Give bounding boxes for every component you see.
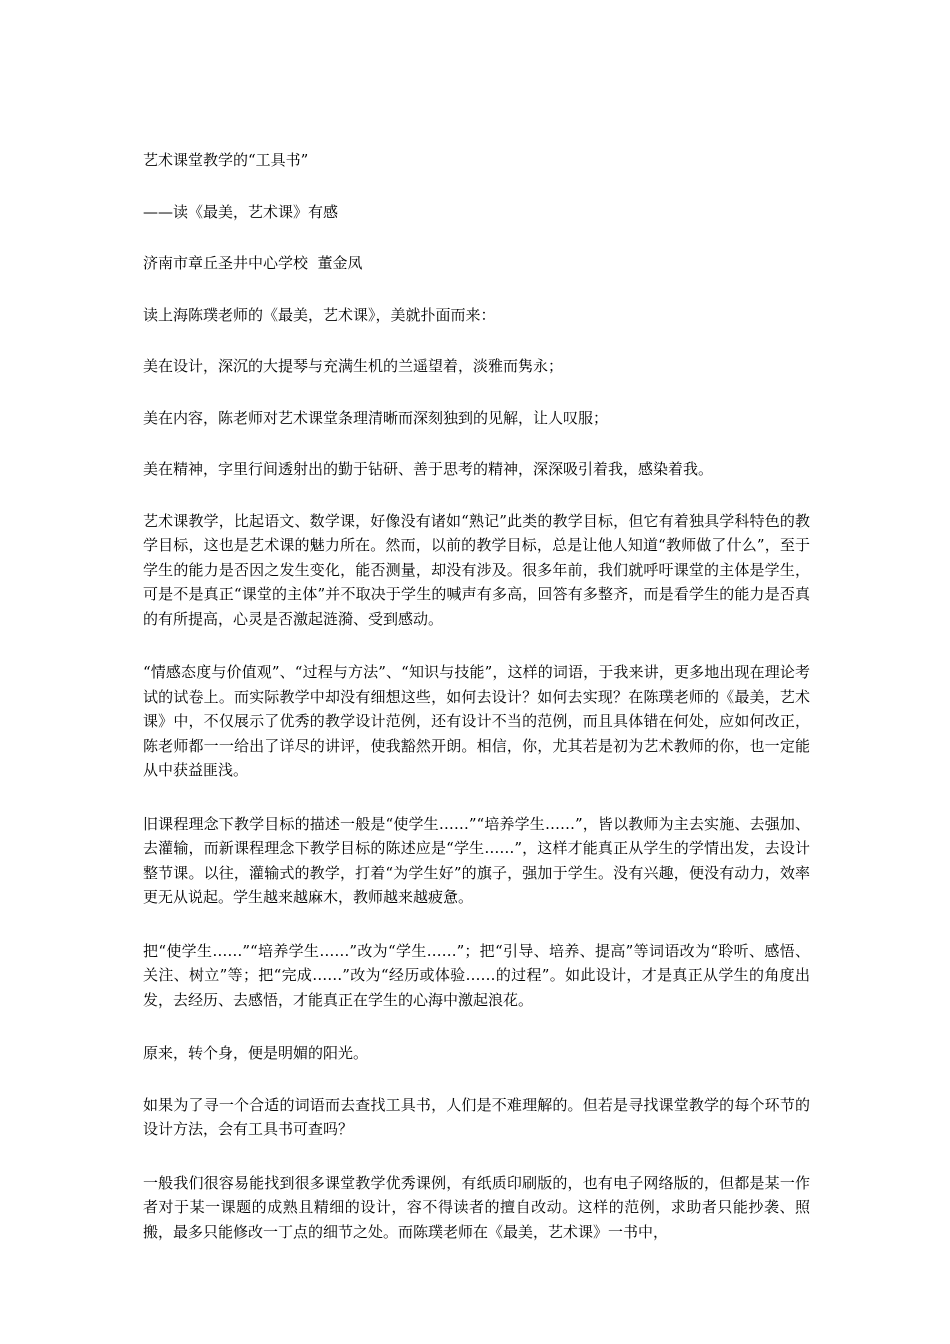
paragraph: 美在内容，陈老师对艺术课堂条理清晰而深刻独到的见解，让人叹服； [143,408,609,427]
paragraph: 原来，转个身，便是明媚的阳光。 [143,1044,369,1062]
paragraph: 旧课程理念下教学目标的描述一般是“使学生……”“培养学生……”，皆以教师为主去实施、去强加、去灌输，而新课程理念下教学目标的陈述应是“学生……”，这样才能真正从学生的学情出发，去设计整节课。以往，灌输式的教学，打着“为学生好”的旗子，强加于学生。没有兴趣，便没有动力，效率更无从说起。学生越来越麻木，教师越来越疲惫。 [143,814,810,906]
document-title: 艺术课堂教学的“工具书” [143,151,309,169]
paragraph: 艺术课教学，比起语文、数学课，好像没有诸如“熟记”此类的教学目标，但它有着独具学科特色的教学目标，这也是艺术课的魅力所在。然而，以前的教学目标，总是让他人知道“教师做了什么”，至于学生的能力是否因之发生变化，能否测量，却没有涉及。很多年前，我们就呼吁课堂的主体是学生，可是不是真正“课堂的主体”并不取决于学生的喊声有多高，回答有多整齐，而是看学生的能力是否真的有所提高，心灵是否激起涟漪、受到感动。 [143,511,810,628]
paragraph: 一般我们很容易能找到很多课堂教学优秀课例，有纸质印刷版的，也有电子网络版的，但都是某一作者对于某一课题的成熟且精细的设计，容不得读者的擅自改动。这样的范例，求助者只能抄袭、照搬，最多只能修改一丁点的细节之处。而陈璞老师在《最美，艺术课》一书中， [143,1173,810,1241]
paragraph: “情感态度与价值观”、“过程与方法”、“知识与技能”，这样的词语，于我来讲，更多地出现在理论考试的试卷上。而实际教学中却没有细想这些，如何去设计？如何去实现？在陈璞老师的《最美，艺术课》中，不仅展示了优秀的教学设计范例，还有设计不当的范例，而且具体错在何处，应如何改正，陈老师都一一给出了详尽的讲评，使我豁然开朗。相信，你，尤其若是初为艺术教师的你，也一定能从中获益匪浅。 [143,663,810,779]
paragraph: 美在精神，字里行间透射出的勤于钻研、善于思考的精神，深深吸引着我，感染着我。 [143,460,714,478]
paragraph: 美在设计，深沉的大提琴与充满生机的兰遥望着，淡雅而隽永； [143,357,564,375]
paragraph: 如果为了寻一个合适的词语而去查找工具书，人们是不难理解的。但若是寻找课堂教学的每个环节的设计方法，会有工具书可查吗？ [143,1095,810,1138]
document-page [143,148,810,1273]
document-subtitle: ——读《最美，艺术课》有感 [143,202,339,221]
paragraph: 读上海陈璞老师的《最美，艺术课》，美就扑面而来： [143,305,496,324]
author-line: 济南市章丘圣井中心学校 董金凤 [143,254,363,272]
paragraph: 把“使学生……”“培养学生……”改为“学生……”；把“引导、培养、提高”等词语改为“聆听、感悟、关注、树立”等；把“完成……”改为“经历或体验……的过程”。如此设计，才是真正从学生的角度出发，去经历、去感悟，才能真正在学生的心海中激起浪花。 [143,941,810,1009]
